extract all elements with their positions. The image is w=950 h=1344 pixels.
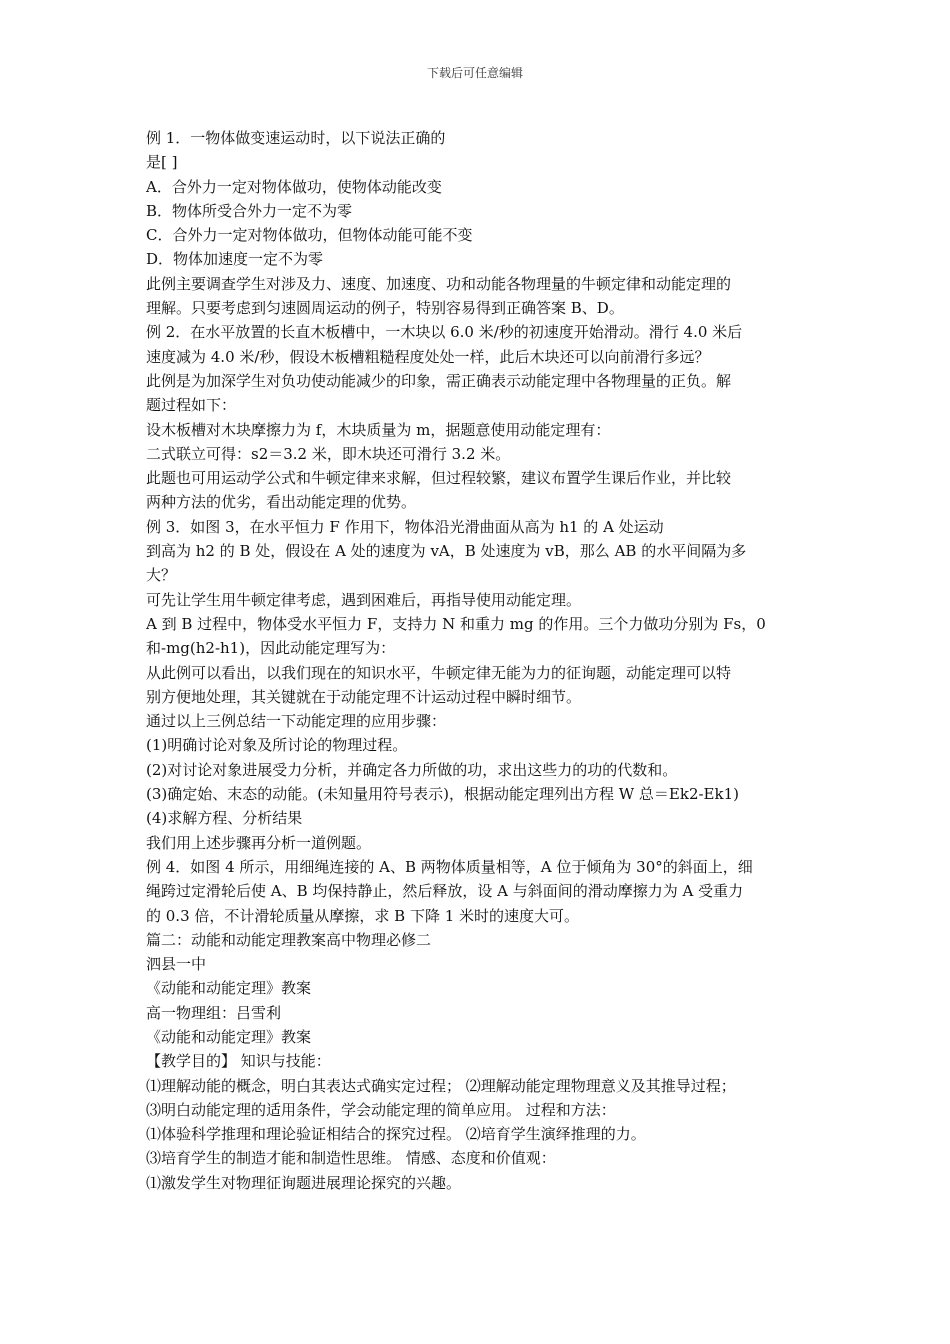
text-line: 例 3．如图 3，在水平恒力 F 作用下，物体沿光滑曲面从高为 h1 的 A 处运动 [146, 517, 664, 536]
text-line: (1)明确讨论对象及所讨论的物理过程。 [146, 736, 408, 755]
text-line: (2)对讨论对象进展受力分析，并确定各力所做的功，求出这些力的功的代数和。 [146, 760, 678, 779]
document-body [146, 126, 810, 1195]
text-line: 《动能和动能定理》教案 [146, 1027, 312, 1046]
text-line: 是[ ] [146, 153, 178, 172]
text-line: 例 1．一物体做变速运动时，以下说法正确的 [146, 129, 446, 147]
text-line: B．物体所受合外力一定不为零 [146, 201, 353, 220]
text-line: 设木板槽对木块摩擦力为 f，木块质量为 m，据题意使用动能定理有： [146, 420, 611, 439]
text-line: C．合外力一定对物体做功，但物体动能可能不变 [146, 226, 473, 245]
text-line: 可先让学生用牛顿定律考虑，遇到困难后，再指导使用动能定理。 [146, 590, 582, 609]
text-line: ⑴激发学生对物理征询题进展理论探究的兴趣。 [146, 1173, 462, 1192]
text-line: 高一物理组：吕雪利 [146, 1003, 282, 1022]
text-line: 我们用上述步骤再分析一道例题。 [146, 833, 372, 852]
text-line: ⑶明白动能定理的适用条件，学会动能定理的简单应用。 过程和方法： [146, 1100, 616, 1119]
text-line: 和-mg(h2-h1)，因此动能定理写为： [146, 639, 396, 658]
text-line: 此题也可用运动学公式和牛顿定律来求解，但过程较繁，建议布置学生课后作业，并比较 [146, 469, 732, 488]
text-line: 到高为 h2 的 B 处，假设在 A 处的速度为 vA，B 处速度为 vB，那么 AB 的水平间隔为多 [146, 542, 747, 561]
text-line: 【教学目的】 知识与技能： [146, 1052, 331, 1071]
text-line: 通过以上三例总结一下动能定理的应用步骤： [146, 712, 447, 731]
section-heading: 篇二：动能和动能定理教案高中物理必修二 [146, 930, 432, 949]
text-line: (3)确定始、末态的动能。(未知量用符号表示)，根据动能定理列出方程 W 总＝Ek2-Ek1) [146, 785, 739, 804]
text-line: 从此例可以看出，以我们现在的知识水平，牛顿定律无能为力的征询题，动能定理可以特 [146, 663, 732, 682]
text-line: (4)求解方程、分析结果 [146, 809, 303, 828]
text-line: 此例主要调查学生对涉及力、速度、加速度、功和动能各物理量的牛顿定律和动能定理的 [146, 274, 732, 293]
text-line: A．合外力一定对物体做功，使物体动能改变 [146, 177, 442, 196]
text-line: ⑴体验科学推理和理论验证相结合的探究过程。 ⑵培育学生演绎推理的力。 [146, 1125, 646, 1144]
text-line: 泗县一中 [146, 955, 207, 974]
text-line: 理解。只要考虑到匀速圆周运动的例子，特别容易得到正确答案 B、D。 [146, 299, 624, 318]
text-line: 别方便地处理，其关键就在于动能定理不计运动过程中瞬时细节。 [146, 687, 582, 706]
text-line: 例 2．在水平放置的长直木板槽中，一木块以 6.0 米/秒的初速度开始滑动。滑行 4.0 米后 [146, 323, 743, 342]
text-line: A 到 B 过程中，物体受水平恒力 F，支持力 N 和重力 mg 的作用。三个力做功分别为 Fs，0 [146, 614, 766, 633]
text-line: 的 0.3 倍，不计滑轮质量从摩擦，求 B 下降 1 米时的速度大可。 [146, 906, 580, 925]
text-line: D．物体加速度一定不为零 [146, 250, 324, 269]
text-line: ⑴理解动能的概念，明白其表达式确实定过程； ⑵理解动能定理物理意义及其推导过程； [146, 1076, 736, 1095]
text-line: 例 4．如图 4 所示，用细绳连接的 A、B 两物体质量相等，A 位于倾角为 30°的斜面上，细 [146, 857, 753, 876]
page-header: 下载后可任意编辑 [426, 66, 523, 80]
text-line: 绳跨过定滑轮后使 A、B 均保持静止，然后释放，设 A 与斜面间的滑动摩擦力为 A 受重力 [146, 882, 744, 901]
text-line: 速度减为 4.0 米/秒，假设木板槽粗糙程度处处一样，此后木块还可以向前滑行多远？ [146, 347, 710, 366]
text-line: 《动能和动能定理》教案 [146, 979, 312, 998]
text-line: 两种方法的优劣，看出动能定理的优势。 [146, 493, 417, 512]
text-line: ⑶培育学生的制造才能和制造性思维。 情感、态度和价值观： [146, 1149, 556, 1168]
text-line: 题过程如下： [146, 396, 237, 415]
text-line: 大？ [146, 566, 177, 585]
text-line: 二式联立可得：s2＝3.2 米，即木块还可滑行 3.2 米。 [146, 444, 511, 463]
text-line: 此例是为加深学生对负功使动能减少的印象，需正确表示动能定理中各物理量的正负。解 [146, 371, 732, 390]
